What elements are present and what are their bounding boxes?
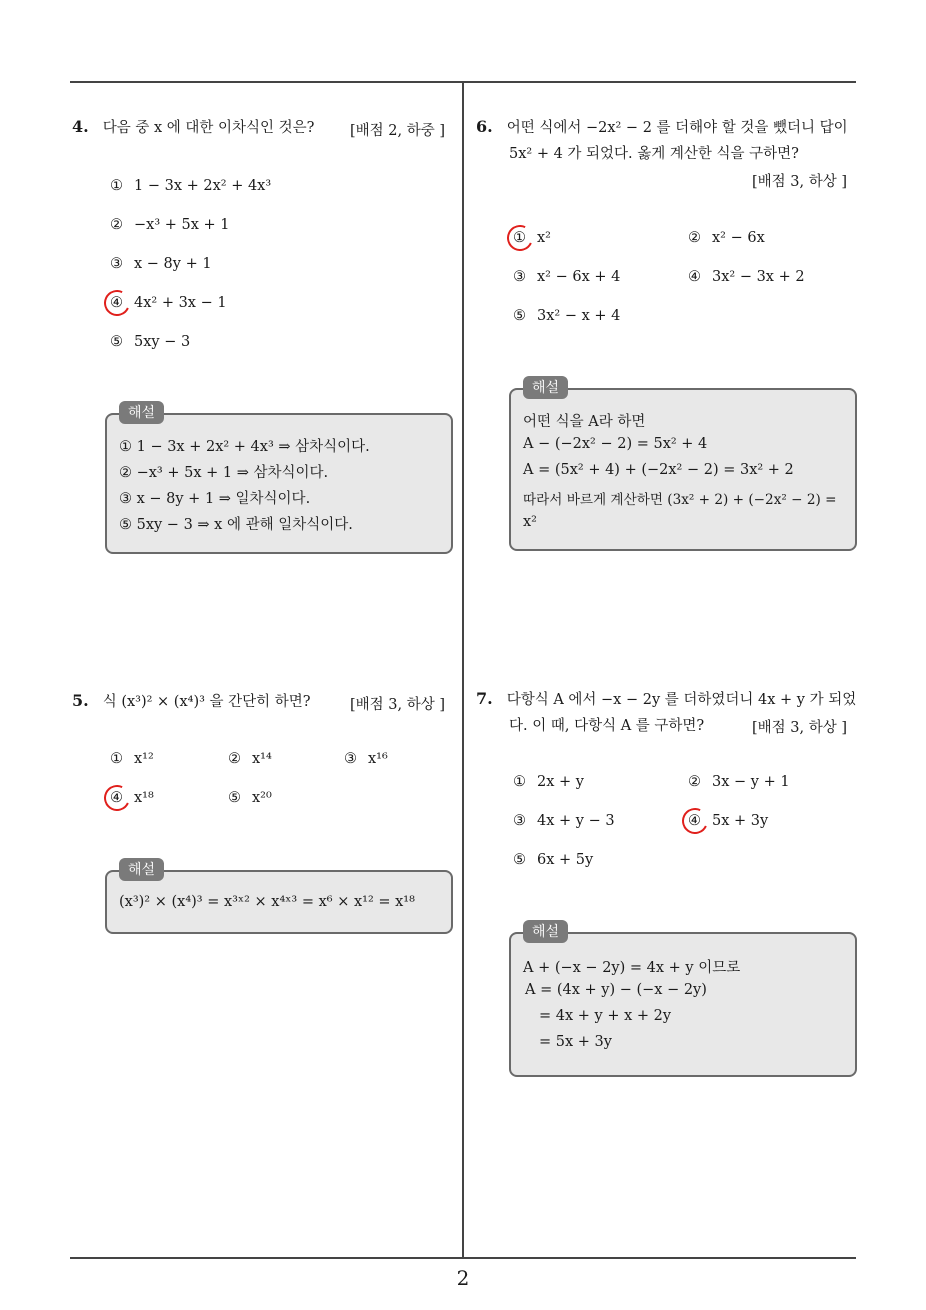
option-4[interactable]	[688, 269, 805, 285]
page-number: 2	[456, 1266, 470, 1290]
option-text: x¹⁴	[252, 751, 272, 767]
solution-line: 따라서 바르게 계산하면 (3x² + 2) + (−2x² − 2) =	[523, 492, 837, 508]
option-1[interactable]	[513, 774, 584, 790]
solution-label: 해설	[523, 376, 568, 399]
question-text-line2: 다. 이 때, 다항식 A 를 구하면?	[509, 718, 705, 734]
solution-line: ③ x − 8y + 1 ⇒ 일차식이다.	[119, 491, 311, 507]
solution-label: 해설	[119, 401, 164, 424]
option-text: 2x + y	[537, 774, 584, 790]
question-meta: [배점 3, 하상 ]	[350, 697, 446, 713]
option-number: ②	[688, 230, 701, 246]
solution-line: A + (−x − 2y) = 4x + y 이므로	[523, 960, 741, 976]
option-text: 6x + 5y	[537, 852, 594, 868]
option-text: x² − 6x + 4	[537, 269, 621, 285]
solution-line: A = (5x² + 4) + (−2x² − 2) = 3x² + 2	[523, 462, 794, 478]
option-number: ③	[344, 751, 357, 767]
question-text-line1: 어떤 식에서 −2x² − 2 를 더해야 할 것을 뺐더니 답이	[506, 120, 848, 136]
option-number: ②	[688, 774, 701, 790]
solution-line: 어떤 식을 A라 하면	[523, 414, 646, 430]
option-text: x¹⁸	[134, 790, 154, 806]
solution-label: 해설	[523, 920, 568, 943]
option-text: 4x + y − 3	[537, 813, 615, 829]
option-number: ⑤	[513, 308, 526, 324]
option-number: ②	[110, 217, 123, 233]
option-number: ③	[513, 813, 526, 829]
question-number: 5.	[72, 691, 89, 710]
option-5[interactable]	[513, 308, 620, 324]
option-number: ⑤	[513, 852, 526, 868]
question-5	[72, 688, 311, 715]
solution-box	[509, 932, 857, 1077]
option-2[interactable]	[110, 217, 230, 233]
option-3[interactable]	[513, 269, 620, 285]
option-2[interactable]	[228, 751, 272, 767]
question-number: 6.	[476, 117, 493, 136]
option-text: x²	[537, 230, 551, 246]
option-text: 3x − y + 1	[712, 774, 790, 790]
option-2[interactable]	[688, 230, 765, 246]
option-number: ④	[110, 295, 123, 311]
option-text: 3x² − x + 4	[537, 308, 621, 324]
option-number: ④	[110, 790, 123, 806]
solution-line: = 5x + 3y	[539, 1034, 612, 1050]
option-number: ①	[513, 774, 526, 790]
option-3[interactable]	[344, 751, 388, 767]
option-number: ②	[228, 751, 241, 767]
option-text: 5xy − 3	[134, 334, 191, 350]
solution-line: (x³)² × (x⁴)³ = x³ˣ² × x⁴ˣ³ = x⁶ × x¹² = x¹⁸	[119, 894, 415, 910]
column-divider	[462, 83, 464, 1259]
option-number: ⑤	[110, 334, 123, 350]
option-2[interactable]	[688, 774, 790, 790]
answer-circle-mark	[100, 781, 133, 814]
option-text: x¹⁶	[368, 751, 388, 767]
question-6	[476, 114, 861, 167]
option-number: ④	[688, 269, 701, 285]
solution-box	[509, 388, 857, 551]
solution-box	[105, 413, 453, 554]
question-meta: [배점 3, 하상 ]	[752, 174, 848, 190]
option-number: ③	[110, 256, 123, 272]
answer-circle-mark	[678, 804, 711, 837]
question-number: 4.	[72, 117, 89, 136]
solution-line: x²	[523, 514, 537, 530]
option-1[interactable]	[110, 751, 154, 767]
solution-line: A − (−2x² − 2) = 5x² + 4	[523, 436, 708, 452]
option-5[interactable]	[228, 790, 272, 806]
option-3[interactable]	[513, 813, 615, 829]
question-4	[72, 114, 314, 141]
option-text: −x³ + 5x + 1	[134, 217, 230, 233]
option-text: x¹²	[134, 751, 154, 767]
option-number: ①	[513, 230, 526, 246]
question-number: 7.	[476, 689, 493, 708]
option-text: x²⁰	[252, 790, 272, 806]
option-number: ③	[513, 269, 526, 285]
option-number: ①	[110, 178, 123, 194]
question-meta: [배점 3, 하상 ]	[752, 720, 848, 736]
solution-line: ⑤ 5xy − 3 ⇒ x 에 관해 일차식이다.	[119, 517, 353, 533]
question-meta: [배점 2, 하중 ]	[350, 123, 446, 139]
question-text: 다음 중 x 에 대한 이차식인 것은?	[102, 120, 315, 136]
option-text: 1 − 3x + 2x² + 4x³	[134, 178, 272, 194]
solution-line: ② −x³ + 5x + 1 ⇒ 삼차식이다.	[119, 465, 329, 481]
solution-label: 해설	[119, 858, 164, 881]
bottom-rule	[70, 1257, 856, 1259]
option-text: 4x² + 3x − 1	[134, 295, 227, 311]
option-3[interactable]	[110, 256, 212, 272]
answer-circle-mark	[100, 286, 133, 319]
answer-circle-mark	[503, 221, 536, 254]
option-number: ⑤	[228, 790, 241, 806]
option-number: ①	[110, 751, 123, 767]
option-text: 5x + 3y	[712, 813, 769, 829]
option-number: ④	[688, 813, 701, 829]
solution-line: = 4x + y + x + 2y	[539, 1008, 672, 1024]
question-text-line1: 다항식 A 에서 −x − 2y 를 더하였더니 4x + y 가 되었	[506, 692, 857, 708]
solution-line: A = (4x + y) − (−x − 2y)	[525, 982, 707, 998]
option-5[interactable]	[110, 334, 190, 350]
option-text: 3x² − 3x + 2	[712, 269, 805, 285]
option-1[interactable]	[110, 178, 271, 194]
solution-line: ① 1 − 3x + 2x² + 4x³ ⇒ 삼차식이다.	[119, 439, 370, 455]
option-5[interactable]	[513, 852, 593, 868]
question-text: 식 (x³)² × (x⁴)³ 을 간단히 하면?	[102, 694, 311, 710]
option-text: x² − 6x	[712, 230, 765, 246]
option-text: x − 8y + 1	[134, 256, 212, 272]
question-text-line2: 5x² + 4 가 되었다. 옳게 계산한 식을 구하면?	[509, 146, 799, 162]
